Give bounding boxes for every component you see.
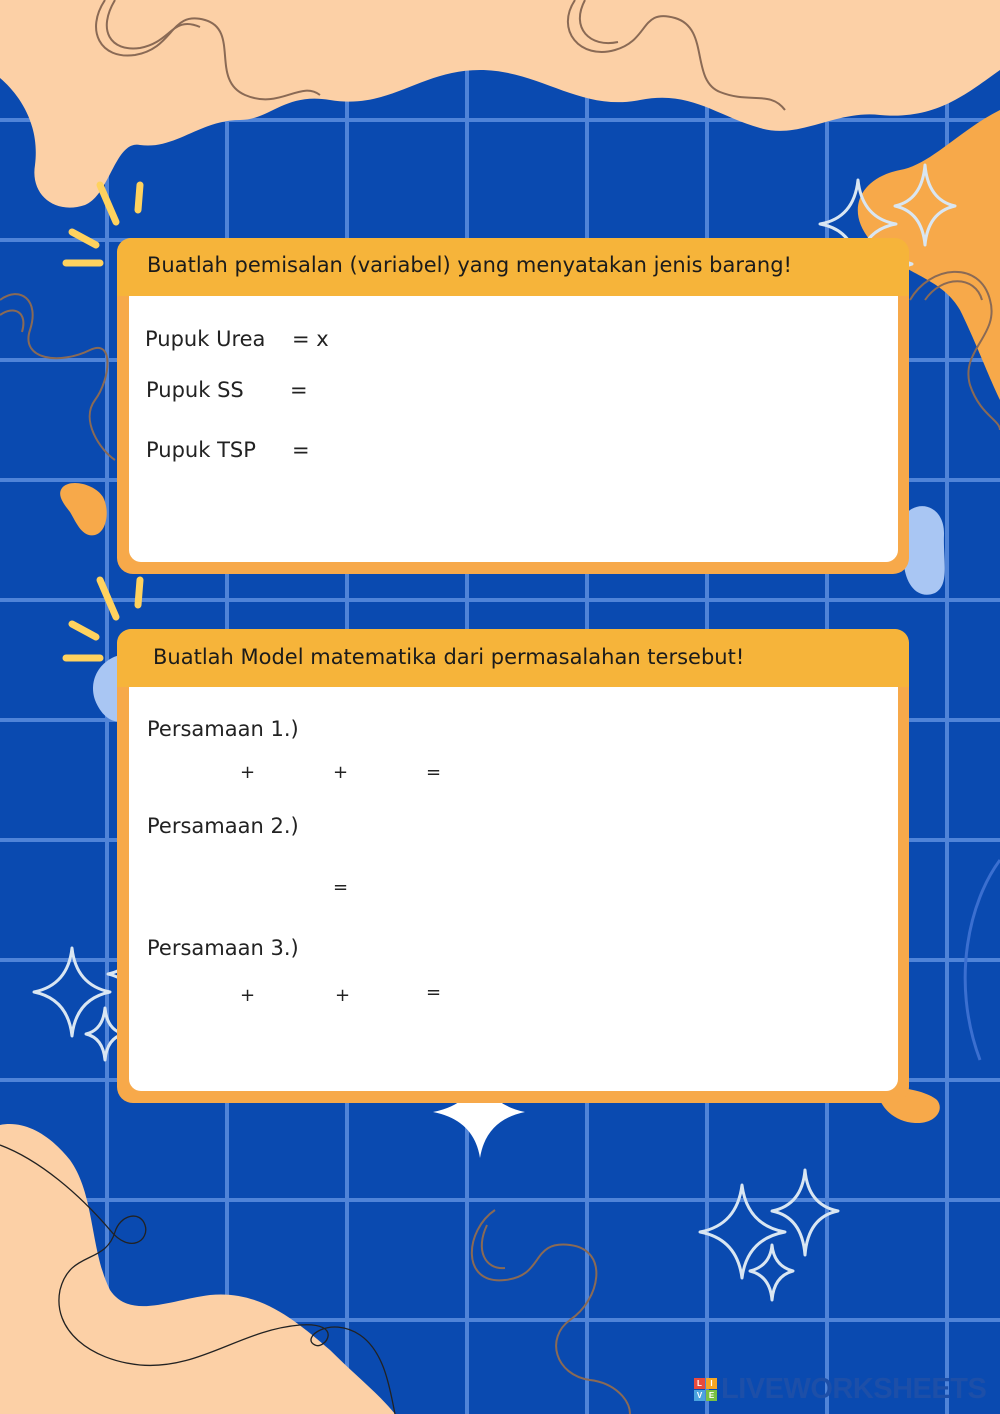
variable-card-body [129,296,898,562]
label-pupuk-ss: Pupuk SS [146,378,244,402]
variable-card [117,238,909,574]
top-peach-blob [0,0,1000,208]
sparkle-bottom-right [700,1170,838,1300]
label-pupuk-tsp: Pupuk TSP [146,438,256,462]
label-persamaan-1: Persamaan 1.) [147,717,299,741]
eq1-plus-1: + [240,762,256,783]
logo-letter-e: E [706,1390,717,1401]
model-card-title: Buatlah Model matematika dari permasalahan tersebut! [153,645,745,669]
eq-pupuk-tsp: = [292,438,310,462]
eq3-plus-1: + [240,985,256,1006]
liveworksheets-logo-icon [694,1378,717,1401]
logo-letter-l: L [694,1378,705,1389]
bottom-peach-blob [0,1124,395,1414]
eq2-equals: = [333,877,349,898]
model-card-body [129,687,898,1091]
liveworksheets-wordmark: LIVEWORKSHEETS [721,1372,987,1405]
left-squiggle [0,294,115,460]
logo-letter-v: V [694,1390,705,1401]
label-persamaan-3: Persamaan 3.) [147,936,299,960]
liveworksheets-brand [694,1374,986,1404]
eq3-equals: = [426,982,442,1003]
eq1-plus-2: + [333,762,349,783]
label-pupuk-urea: Pupuk Urea [145,327,266,351]
model-card [117,629,909,1103]
variable-card-header [117,238,909,296]
logo-letter-i: I [706,1378,717,1389]
eq-pupuk-urea: = x [292,327,329,351]
bottom-squiggle [472,1210,630,1414]
orange-drop-left [60,483,107,535]
variable-card-title: Buatlah pemisalan (variabel) yang menyatakan jenis barang! [147,253,792,277]
eq3-plus-2: + [335,985,351,1006]
eq1-equals: = [426,762,442,783]
label-persamaan-2: Persamaan 2.) [147,814,299,838]
eq-pupuk-ss: = [290,378,308,402]
model-card-header [117,629,909,687]
